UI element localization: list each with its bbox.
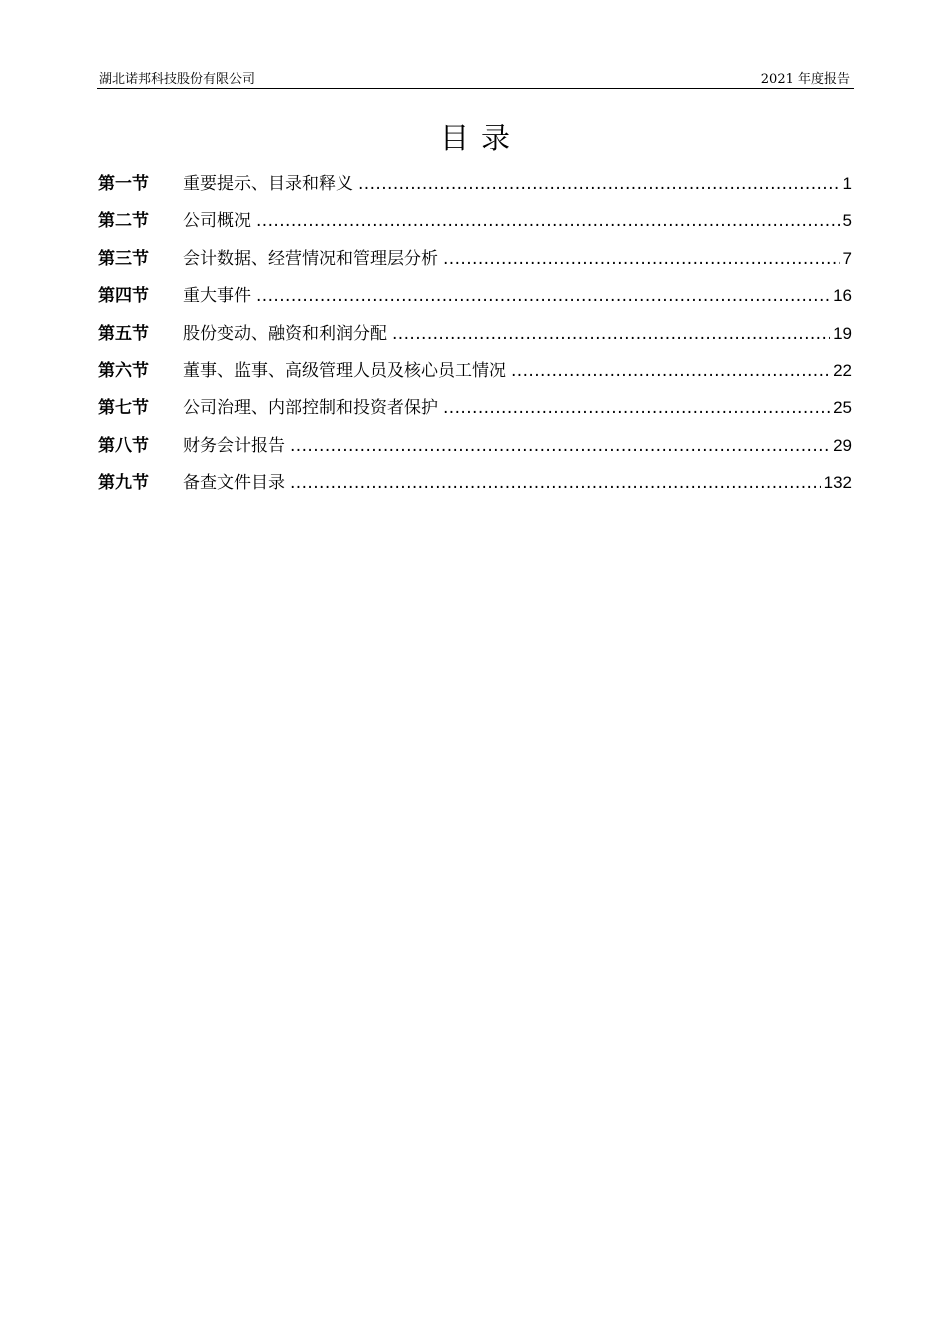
toc-page-number: 1: [842, 174, 852, 193]
toc-leader-dots: [290, 432, 830, 460]
toc-entry[interactable]: [98, 432, 852, 469]
toc-section-number: 第一节: [98, 174, 149, 194]
toc-entry[interactable]: [98, 170, 852, 207]
toc-page-number: 16: [833, 286, 852, 306]
toc-title: 目录: [439, 121, 522, 155]
toc-entry[interactable]: [98, 394, 852, 431]
toc-leader-dots: [358, 170, 840, 198]
toc-entry[interactable]: [98, 320, 852, 357]
toc-page-number: 132: [823, 473, 852, 493]
toc-leader-dots: [256, 207, 840, 235]
toc-heading: 董事、监事、高级管理人员及核心员工情况: [183, 360, 506, 381]
table-of-contents: [98, 170, 852, 507]
toc-page-number: 5: [842, 211, 852, 231]
toc-heading: 财务会计报告: [183, 435, 285, 456]
toc-section-number: 第七节: [98, 398, 149, 419]
toc-heading: 股份变动、融资和利润分配: [183, 323, 387, 344]
toc-leader-dots: [392, 320, 830, 348]
toc-heading: 会计数据、经营情况和管理层分析: [183, 248, 438, 269]
toc-leader-dots: [443, 245, 840, 273]
toc-section-number: 第六节: [98, 360, 149, 381]
toc-entry[interactable]: [98, 469, 852, 506]
toc-section-number: 第五节: [98, 323, 149, 344]
toc-section-number: 第九节: [98, 473, 149, 494]
toc-heading: 重大事件: [183, 286, 251, 307]
toc-heading: 重要提示、目录和释义: [183, 174, 353, 194]
toc-heading: 公司概况: [183, 211, 251, 232]
toc-section-number: 第三节: [98, 248, 149, 269]
toc-entry[interactable]: [98, 207, 852, 244]
page-header: [97, 66, 854, 89]
toc-leader-dots: [290, 469, 821, 497]
toc-page-number: 29: [833, 435, 852, 455]
toc-page-number: 7: [842, 248, 852, 268]
toc-page-number: 19: [833, 323, 852, 343]
toc-section-number: 第二节: [98, 211, 149, 232]
header-company-name: 湖北诺邦科技股份有限公司: [99, 72, 256, 87]
toc-heading: 备查文件目录: [183, 473, 285, 494]
toc-entry[interactable]: [98, 357, 852, 394]
toc-section-number: 第四节: [98, 286, 149, 307]
header-report-title: 2021 年度报告: [760, 72, 850, 87]
toc-page-number: 25: [833, 398, 852, 418]
toc-heading: 公司治理、内部控制和投资者保护: [183, 398, 438, 419]
toc-leader-dots: [256, 282, 830, 310]
toc-entry[interactable]: [98, 282, 852, 319]
toc-section-number: 第八节: [98, 435, 149, 456]
toc-leader-dots: [443, 394, 830, 422]
toc-entry[interactable]: [98, 245, 852, 282]
toc-leader-dots: [511, 357, 830, 385]
toc-page-number: 22: [833, 360, 852, 380]
